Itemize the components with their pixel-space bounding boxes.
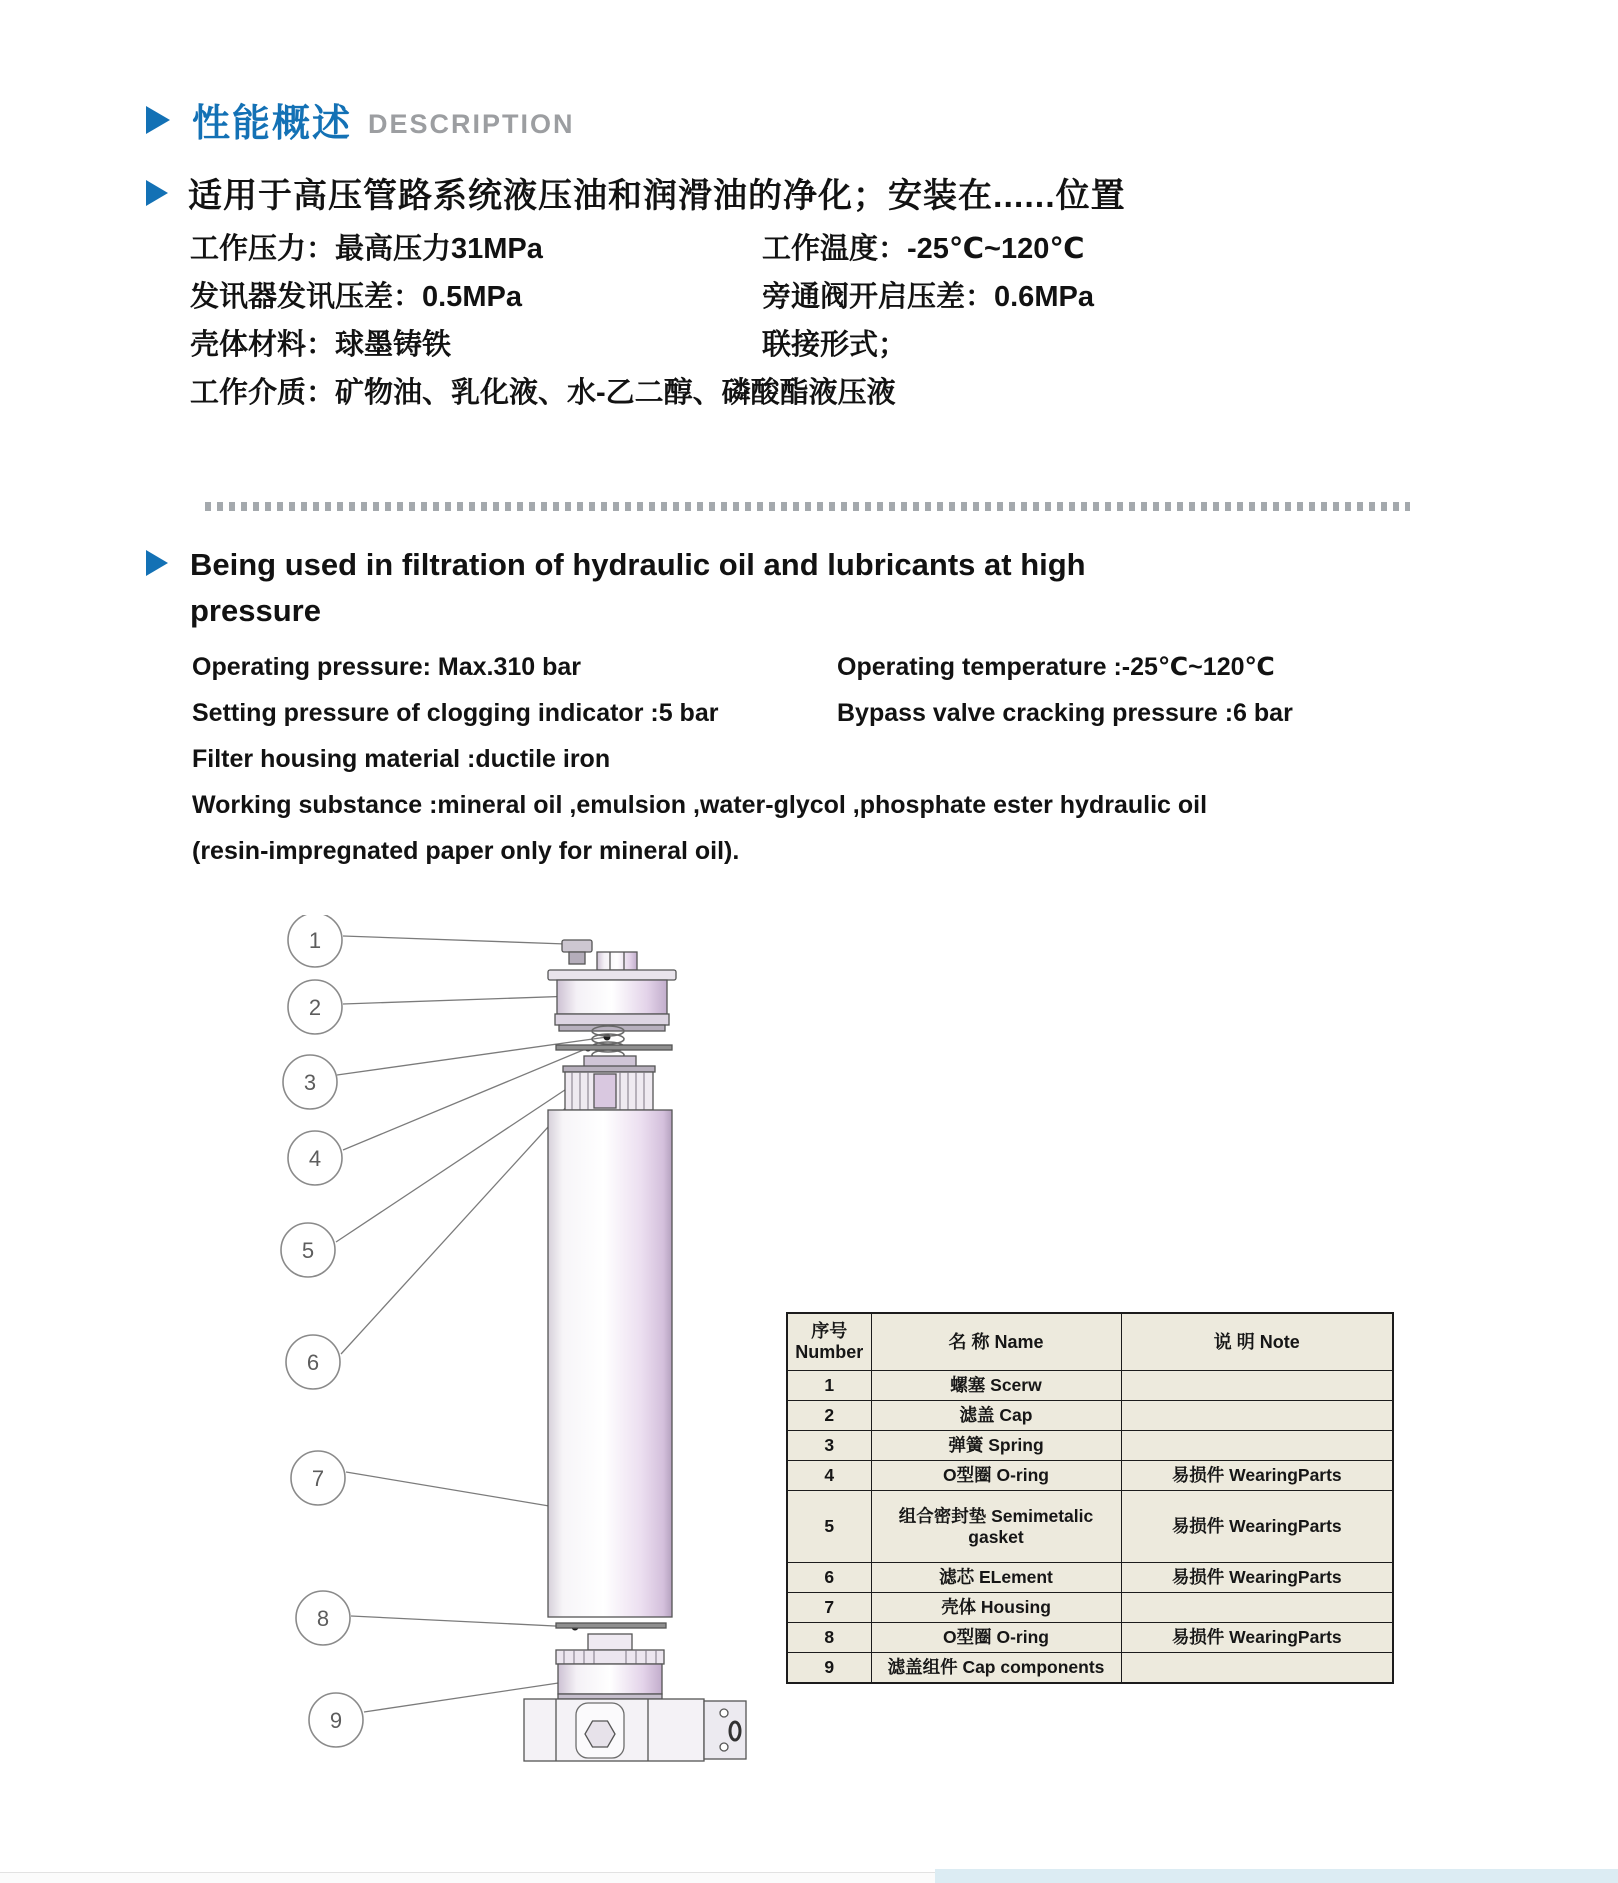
cell-name: 壳体 Housing <box>871 1593 1121 1623</box>
headline-en-text <box>190 542 1086 634</box>
spec-indicator-pressure-zh: 发讯器发讯压差：0.5MPa <box>190 280 522 313</box>
col-number-header-en: Number <box>795 1342 864 1362</box>
section-title-zh: 性能概述 <box>192 103 353 145</box>
part-base-block <box>524 1699 746 1761</box>
table-row <box>787 1461 1393 1491</box>
table-row <box>787 1431 1393 1461</box>
callout-3 <box>283 1055 337 1109</box>
cell-name: O型圈 O-ring <box>871 1623 1121 1653</box>
cell-note: 易损件 WearingParts <box>1121 1623 1393 1653</box>
callout-4-label: 4 <box>308 1146 322 1171</box>
dotted-divider <box>205 502 1410 511</box>
leader-6 <box>341 1092 580 1354</box>
filter-parts <box>524 940 746 1761</box>
callout-5-label: 5 <box>301 1238 315 1263</box>
spec-housing-material-zh: 壳体材料：球墨铸铁 <box>190 328 452 361</box>
cell-note <box>1121 1653 1393 1684</box>
cell-no: 1 <box>787 1371 871 1401</box>
cell-name: 组合密封垫 Semimetalic gasket <box>871 1491 1121 1563</box>
spec-bypass-valve-en: Bypass valve cracking pressure :6 bar <box>837 698 1293 727</box>
cell-note <box>1121 1593 1393 1623</box>
col-note-header: 说 明 Note <box>1121 1313 1393 1371</box>
cell-name: O型圈 O-ring <box>871 1461 1121 1491</box>
spec-row <box>190 318 1410 366</box>
table-row <box>787 1653 1393 1684</box>
spec-working-temperature-zh: 工作温度：-25℃~120℃ <box>762 232 1085 265</box>
part-screw <box>562 940 592 964</box>
leader-8 <box>351 1616 575 1627</box>
section-header <box>146 92 575 147</box>
cell-note: 易损件 WearingParts <box>1121 1461 1393 1491</box>
cell-name: 螺塞 Scerw <box>871 1371 1121 1401</box>
callout-5 <box>281 1223 335 1277</box>
table-row <box>787 1491 1393 1563</box>
table-row <box>787 1623 1393 1653</box>
callout-8-label: 8 <box>316 1606 330 1631</box>
spec-row <box>192 690 1452 736</box>
blue-triangle-icon <box>146 180 168 206</box>
spec-connection-zh: 联接形式； <box>762 328 908 361</box>
col-number-header-zh: 序号 <box>811 1321 848 1342</box>
part-o-ring-bottom <box>556 1623 666 1628</box>
callout-7 <box>291 1451 345 1505</box>
part-housing <box>548 1110 672 1617</box>
cell-no: 3 <box>787 1431 871 1461</box>
bottom-strip-right <box>935 1869 1618 1883</box>
cell-name: 滤盖组件 Cap components <box>871 1653 1121 1684</box>
headline-zh-text: 适用于高压管路系统液压油和润滑油的净化；安装在......位置 <box>188 177 1126 215</box>
callout-1-label: 1 <box>308 928 322 953</box>
callout-2-label: 2 <box>308 995 322 1020</box>
cell-note: 易损件 WearingParts <box>1121 1491 1393 1563</box>
part-cap <box>548 970 676 1031</box>
part-gasket <box>584 1056 636 1067</box>
callout-6-label: 6 <box>306 1350 320 1375</box>
table-row <box>787 1593 1393 1623</box>
parts-table <box>786 1312 1394 1684</box>
cell-no: 4 <box>787 1461 871 1491</box>
spec-clogging-indicator-en: Setting pressure of clogging indicator :5 bar <box>192 698 719 727</box>
section-title-en: DESCRIPTION <box>368 109 575 139</box>
spec-working-substance-note-en: (resin-impregnated paper only for mineral oil). <box>192 836 740 865</box>
spec-operating-pressure-en: Operating pressure: Max.310 bar <box>192 652 582 681</box>
spec-bypass-pressure-zh: 旁通阀开启压差：0.6MPa <box>762 280 1094 313</box>
cell-name: 滤芯 ELement <box>871 1563 1121 1593</box>
callout-9-label: 9 <box>329 1708 343 1733</box>
part-cap-components <box>556 1634 664 1699</box>
cell-note <box>1121 1371 1393 1401</box>
spec-working-substance-zh: 工作介质：矿物油、乳化液、水-乙二醇、磷酸酯液压液 <box>190 376 896 409</box>
leader-1 <box>343 936 566 944</box>
callout-3-label: 3 <box>303 1070 317 1095</box>
table-row <box>787 1401 1393 1431</box>
cell-no: 9 <box>787 1653 871 1684</box>
cell-name: 滤盖 Cap <box>871 1401 1121 1431</box>
filter-exploded-diagram <box>270 915 790 1783</box>
cell-name: 弹簧 Spring <box>871 1431 1121 1461</box>
callout-6 <box>286 1335 340 1389</box>
part-element <box>563 1066 655 1110</box>
spec-row <box>192 644 1452 690</box>
callout-circles <box>281 915 363 1747</box>
callout-1 <box>288 915 342 967</box>
part-cap-hex <box>597 952 637 970</box>
cell-no: 6 <box>787 1563 871 1593</box>
specs-zh <box>190 222 1410 414</box>
table-row <box>787 1371 1393 1401</box>
callout-9 <box>309 1693 363 1747</box>
cell-no: 8 <box>787 1623 871 1653</box>
spec-row <box>190 270 1410 318</box>
headline-en-line1: Being used in filtration of hydraulic oil and lubricants at high <box>190 547 1086 582</box>
col-name-header: 名 称 Name <box>871 1313 1121 1371</box>
cell-note: 易损件 WearingParts <box>1121 1563 1393 1593</box>
cell-no: 2 <box>787 1401 871 1431</box>
spec-working-pressure-zh: 工作压力：最高压力31MPa <box>190 232 543 265</box>
callout-7-label: 7 <box>311 1466 325 1491</box>
headline-zh <box>146 168 1126 217</box>
callout-8 <box>296 1591 350 1645</box>
specs-en <box>192 644 1452 874</box>
blue-triangle-icon <box>146 550 168 576</box>
cell-no: 5 <box>787 1491 871 1563</box>
col-number-header <box>787 1313 871 1371</box>
spec-row <box>190 222 1410 270</box>
cell-no: 7 <box>787 1593 871 1623</box>
callout-2 <box>288 980 342 1034</box>
spec-operating-temperature-en: Operating temperature :-25℃~120℃ <box>837 653 1275 681</box>
part-o-ring-top <box>556 1045 672 1050</box>
bottom-strip-left <box>0 1872 935 1883</box>
headline-en-line2: pressure <box>190 593 321 628</box>
table-row <box>787 1563 1393 1593</box>
headline-en <box>146 542 1086 634</box>
callout-4 <box>288 1131 342 1185</box>
spec-housing-material-en: Filter housing material :ductile iron <box>192 744 611 773</box>
cell-note <box>1121 1401 1393 1431</box>
blue-triangle-icon <box>146 106 170 134</box>
parts-table-wrap <box>786 1312 1394 1684</box>
table-header-row <box>787 1313 1393 1371</box>
cell-note <box>1121 1431 1393 1461</box>
spec-working-substance-en: Working substance :mineral oil ,emulsion ,water-glycol ,phosphate ester hydraulic oil <box>192 790 1208 819</box>
